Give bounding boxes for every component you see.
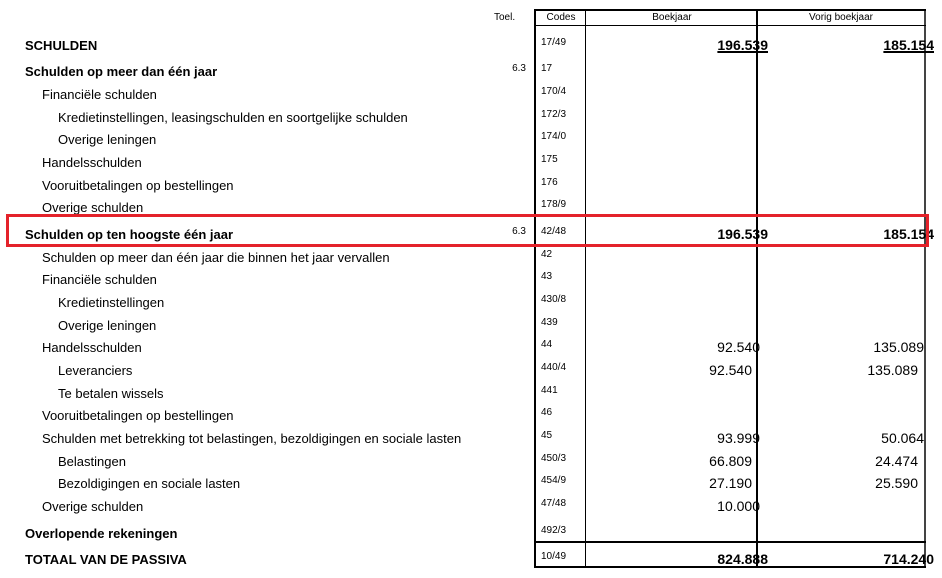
- table-row: [0, 107, 942, 129]
- row-code: 454/9: [541, 475, 567, 486]
- row-label: Kredietinstellingen: [58, 295, 165, 310]
- row-code: 43: [541, 271, 553, 282]
- header-toel: Toel.: [494, 12, 516, 23]
- row-label: Te betalen wissels: [58, 386, 164, 401]
- row-code: 17: [541, 63, 553, 74]
- row-code: 45: [541, 430, 553, 441]
- table-row: [0, 84, 942, 106]
- row-label: Overige leningen: [58, 318, 157, 333]
- row-label: Overige schulden: [42, 499, 144, 514]
- row-label: Schulden op ten hoogste één jaar: [25, 227, 234, 242]
- row-toel: 6.3: [512, 63, 526, 74]
- vorig-boekjaar-value: 25.590: [875, 475, 918, 491]
- row-code: 42/48: [541, 226, 567, 237]
- row-code: 172/3: [541, 109, 567, 120]
- table-row: [0, 549, 942, 571]
- vorig-boekjaar-value: 24.474: [875, 453, 918, 469]
- table-row: [0, 35, 942, 57]
- table-row: [0, 247, 942, 269]
- row-code: 430/8: [541, 294, 567, 305]
- table-row: [0, 152, 942, 174]
- row-label: SCHULDEN: [25, 38, 98, 53]
- vorig-boekjaar-value: 50.064: [881, 430, 924, 446]
- table-row: [0, 496, 942, 518]
- grid-line: [534, 9, 926, 11]
- table-row: [0, 473, 942, 495]
- row-label: Overlopende rekeningen: [25, 526, 178, 541]
- row-label: Belastingen: [58, 454, 126, 469]
- table-row: [0, 405, 942, 427]
- vorig-boekjaar-value: 135.089: [873, 339, 924, 355]
- table-row: [0, 383, 942, 405]
- row-label: Bezoldigingen en sociale lasten: [58, 476, 241, 491]
- vorig-boekjaar-value: 185.154: [883, 37, 934, 53]
- row-label: Schulden met betrekking tot belastingen, bezoldigingen en sociale lasten: [42, 431, 462, 446]
- row-label: Schulden op meer dan één jaar die binnen het jaar vervallen: [42, 250, 390, 265]
- table-row: [0, 360, 942, 382]
- table-row: [0, 292, 942, 314]
- row-label: Kredietinstellingen, leasingschulden en soortgelijke schulden: [58, 110, 408, 125]
- row-code: 42: [541, 249, 553, 260]
- row-label: Financiële schulden: [42, 272, 157, 287]
- row-code: 178/9: [541, 199, 567, 210]
- header-codes: Codes: [546, 12, 576, 23]
- row-label: Schulden op meer dan één jaar: [25, 64, 218, 79]
- row-code: 175: [541, 154, 558, 165]
- table-row: [0, 523, 942, 545]
- table-row: [0, 61, 942, 83]
- row-code: 10/49: [541, 551, 567, 562]
- boekjaar-value: 27.190: [709, 475, 752, 491]
- table-row: [0, 451, 942, 473]
- row-label: TOTAAL VAN DE PASSIVA: [25, 552, 187, 567]
- table-row: [0, 315, 942, 337]
- row-label: Handelsschulden: [42, 155, 142, 170]
- table-row: [0, 129, 942, 151]
- row-label: Leveranciers: [58, 363, 133, 378]
- table-row: [0, 428, 942, 450]
- highlight-box: [6, 214, 929, 247]
- row-code: 439: [541, 317, 558, 328]
- boekjaar-value: 66.809: [709, 453, 752, 469]
- row-code: 170/4: [541, 86, 567, 97]
- row-code: 492/3: [541, 525, 567, 536]
- boekjaar-value: 92.540: [717, 339, 760, 355]
- row-toel: 6.3: [512, 226, 526, 237]
- row-code: 176: [541, 177, 558, 188]
- row-code: 47/48: [541, 498, 567, 509]
- row-code: 441: [541, 385, 558, 396]
- table-row: [0, 337, 942, 359]
- vorig-boekjaar-value: 185.154: [883, 226, 934, 242]
- vorig-boekjaar-value: 135.089: [867, 362, 918, 378]
- boekjaar-value: 93.999: [717, 430, 760, 446]
- boekjaar-value: 92.540: [709, 362, 752, 378]
- row-label: Financiële schulden: [42, 87, 157, 102]
- header-vorig-boekjaar: Vorig boekjaar: [809, 12, 873, 23]
- row-code: 46: [541, 407, 553, 418]
- table-row: [0, 269, 942, 291]
- boekjaar-value: 196.539: [717, 226, 768, 242]
- row-code: 174/0: [541, 131, 567, 142]
- grid-line: [534, 25, 926, 26]
- row-label: Vooruitbetalingen op bestellingen: [42, 178, 234, 193]
- vorig-boekjaar-value: 714.240: [883, 551, 934, 567]
- row-label: Overige schulden: [42, 200, 144, 215]
- row-label: Handelsschulden: [42, 340, 142, 355]
- row-code: 440/4: [541, 362, 567, 373]
- boekjaar-value: 824.888: [717, 551, 768, 567]
- row-code: 450/3: [541, 453, 567, 464]
- boekjaar-value: 10.000: [717, 498, 760, 514]
- boekjaar-value: 196.539: [717, 37, 768, 53]
- row-code: 44: [541, 339, 553, 350]
- row-code: 17/49: [541, 37, 567, 48]
- row-label: Overige leningen: [58, 132, 157, 147]
- row-label: Vooruitbetalingen op bestellingen: [42, 408, 234, 423]
- table-row: [0, 175, 942, 197]
- header-boekjaar: Boekjaar: [652, 12, 692, 23]
